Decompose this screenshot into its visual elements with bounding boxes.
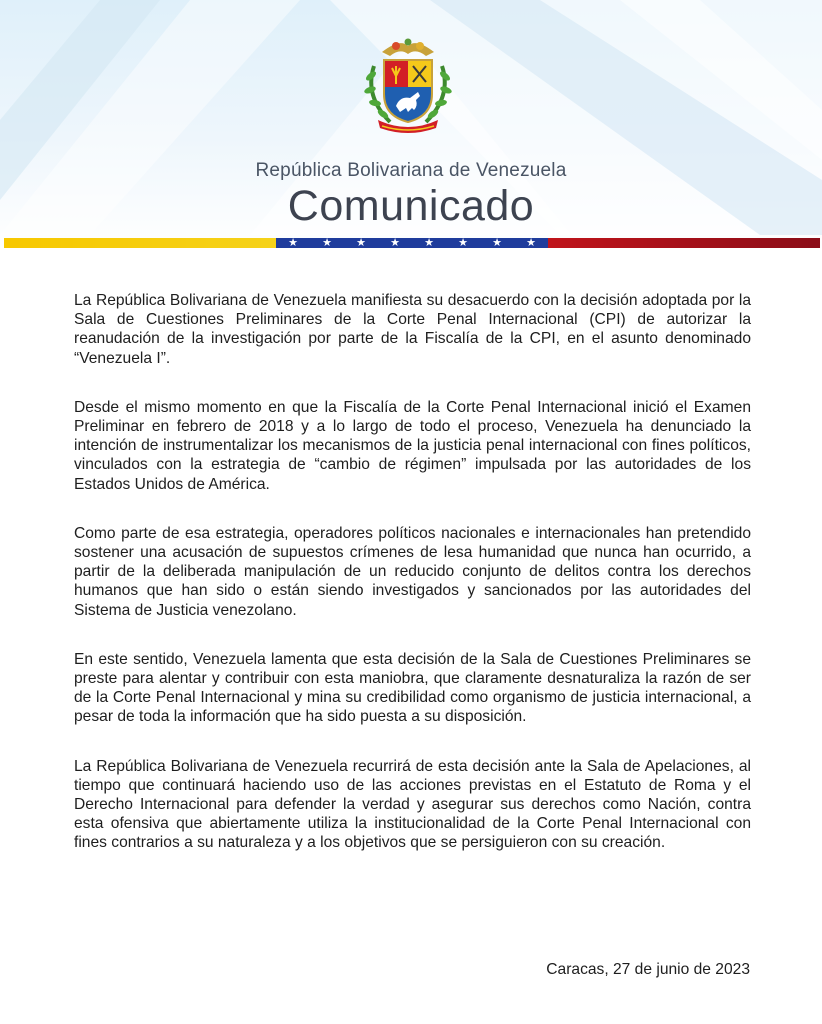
paragraph: En este sentido, Venezuela lamenta que esta decisión de la Sala de Cuestiones Preliminares se preste para alentar y contribuir con esta maniobra, que claramente desnaturaliza la razón de ser de la Corte Penal Internacional y mina su credibilidad como organismo de justicia internacional, a pesar de toda la información que ha sido puesta a su disposición.: [74, 650, 751, 726]
star-icon: ★: [492, 237, 502, 249]
star-icon: ★: [288, 237, 298, 249]
paragraph: La República Bolivariana de Venezuela manifiesta su desacuerdo con la decisión adoptada por la Sala de Cuestiones Preliminares de la Corte Penal Internacional (CPI) de autorizar la reanudación de la investigación por parte de la Fiscalía de la CPI, en el asunto denominado “Venezuela I”.: [74, 292, 751, 367]
country-name: República Bolivariana de Venezuela: [255, 160, 567, 181]
flag-stripe-blue: [276, 238, 548, 248]
place-and-date: Caracas, 27 de junio de 2023: [546, 961, 750, 978]
page-title: Comunicado: [287, 182, 535, 230]
paragraph: La República Bolivariana de Venezuela recurrirá de esta decisión ante la Sala de Apelaciones, al tiempo que continuará haciendo uso de las acciones previstas en el Estatuto de Roma y el Derecho Internacional para defender la verdad y asegurar sus derechos como Nación, contra esta ofensiva que abiertamente utiliza la institucionalidad de la Corte Penal Internacional con fines contrarios a su naturaleza y a los objetivos que se persiguieron con su creación.: [74, 757, 751, 852]
star-icon: ★: [526, 237, 536, 249]
star-row: [276, 235, 548, 250]
paragraph: Como parte de esa estrategia, operadores políticos nacionales e internacionales han pretendido sostener una acusación de supuestos crímenes de lesa humanidad que nunca han ocurrido, a partir de la deliberada manipulación de un reducido conjunto de delitos contra los derechos humanos que han sido o están siendo investigados y sancionados por las autoridades del Sistema de Justicia venezolano.: [74, 524, 751, 619]
flag-stripe-yellow: [4, 238, 276, 248]
flag-stripe-red: [548, 238, 820, 248]
star-icon: ★: [356, 237, 366, 249]
star-icon: ★: [458, 237, 468, 249]
star-icon: ★: [424, 237, 434, 249]
star-icon: ★: [390, 237, 400, 249]
coat-of-arms-emblem: [360, 36, 456, 136]
flag-stripe: [4, 238, 820, 248]
paragraph: Desde el mismo momento en que la Fiscalía de la Corte Penal Internacional inició el Examen Preliminar en febrero de 2018 y a lo largo de todo el proceso, Venezuela ha denunciado la intención de instrumentalizar los mecanismos de la justicia penal internacional con fines políticos, vinculados con la estrategia de “cambio de régimen” impulsada por las autoridades de los Estados Unidos de América.: [74, 398, 751, 493]
communique-body: [74, 291, 751, 883]
communique-header: [0, 0, 822, 250]
star-icon: ★: [322, 237, 332, 249]
